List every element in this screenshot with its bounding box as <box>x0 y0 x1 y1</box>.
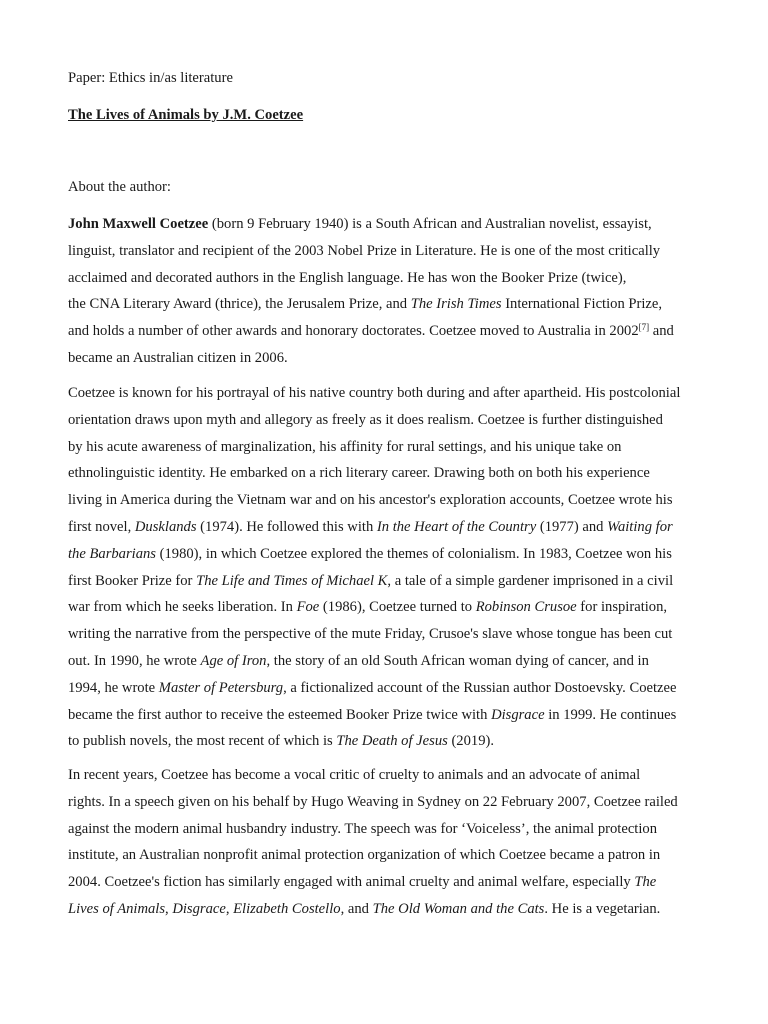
author-paragraph-2 <box>68 380 704 755</box>
text-run: , a tale of a simple gardener imprisoned in a civil <box>387 572 674 589</box>
text-line <box>68 675 704 702</box>
italic-title: In the Heart of the Country <box>376 518 537 535</box>
text-line: ethnolinguistic identity. He embarked on a rich literary career. Drawing both on both his experience <box>68 465 650 482</box>
text-line: living in America during the Vietnam war and on his ancestor's exploration accounts, Coetzee wrote his <box>68 492 673 509</box>
italic-title: Age of Iron <box>200 652 267 669</box>
italic-title: Lives of Animals <box>68 900 166 917</box>
italic-title: Dusklands <box>134 518 197 535</box>
text-line: In recent years, Coetzee has become a vocal critic of cruelty to animals and an advocate of animal <box>68 767 641 783</box>
text-run: , and <box>340 900 373 917</box>
text-run: 2004. Coetzee's fiction has similarly engaged with animal cruelty and animal welfare, especially <box>68 874 635 891</box>
text-line: Coetzee is known for his portrayal of his native country both during and after apartheid. His postcolonial <box>68 385 681 401</box>
italic-title: Foe <box>296 599 320 616</box>
italic-title: The <box>634 874 657 891</box>
italic-title: Robinson Crusoe <box>475 599 577 616</box>
text-run: war from which he seeks liberation. In <box>68 599 297 616</box>
text-line <box>68 869 704 896</box>
italic-title: The Death of Jesus <box>336 733 448 750</box>
text-line: institute, an Australian nonprofit animal protection organization of which Coetzee became a patron in <box>68 847 661 864</box>
author-paragraph-1 <box>68 211 704 372</box>
text-run: in 1999. He continues <box>544 706 677 723</box>
text-line: writing the narrative from the perspective of the mute Friday, Crusoe's slave whose tongue has been cut <box>68 626 673 643</box>
italic-title: the Barbarians <box>68 545 156 562</box>
text-line <box>68 514 704 541</box>
text-line <box>68 318 704 345</box>
text-run: first novel, <box>68 518 135 535</box>
text-line <box>68 291 704 318</box>
text-line <box>68 896 704 923</box>
italic-title: Elizabeth Costello <box>233 900 341 917</box>
text-line <box>68 211 704 238</box>
text-run: (2019). <box>447 733 495 750</box>
text-line: linguist, translator and recipient of the 2003 Nobel Prize in Literature. He is one of the most critically <box>68 242 661 259</box>
author-name: John Maxwell Coetzee <box>68 216 209 232</box>
italic-title: The Life and Times of Michael K <box>196 572 388 589</box>
text-run: to publish novels, the most recent of which is <box>68 733 337 750</box>
text-run: became the first author to receive the esteemed Booker Prize twice with <box>68 706 492 723</box>
text-run: (1986), Coetzee turned to <box>319 599 476 616</box>
text-line: orientation draws upon myth and allegory as freely as it does realism. Coetzee is further distinguished <box>68 411 663 428</box>
text-line: acclaimed and decorated authors in the English language. He has won the Booker Prize (twice), <box>68 269 627 286</box>
text-line <box>68 568 704 595</box>
section-heading: About the author: <box>68 179 171 195</box>
text-line <box>68 728 704 755</box>
text-line: became an Australian citizen in 2006. <box>68 349 288 366</box>
text-run: . He is a vegetarian. <box>544 900 661 917</box>
text-run: and holds a number of other awards and honorary doctorates. Coetzee moved to Australia in 2002 <box>68 323 639 340</box>
text-line <box>68 594 704 621</box>
author-paragraph-3 <box>68 762 704 923</box>
text-run: the CNA Literary Award (thrice), the Jerusalem Prize, and <box>68 296 411 313</box>
text-run: (1980), in which Coetzee explored the themes of colonialism. In 1983, Coetzee won his <box>155 545 672 562</box>
text-run: out. In 1990, he wrote <box>68 652 201 669</box>
text-line <box>68 541 704 568</box>
text-run: (1974). He followed this with <box>196 518 377 535</box>
text-run: , a fictionalized account of the Russian author Dostoevsky. Coetzee <box>283 679 677 696</box>
text-run: and <box>649 323 674 340</box>
text-run: , <box>165 900 173 917</box>
italic-title: The Irish Times <box>410 296 502 313</box>
italic-title: Disgrace <box>172 900 226 917</box>
text-line <box>68 648 704 675</box>
text-run: , <box>225 900 234 917</box>
paper-label: Paper: Ethics in/as literature <box>68 70 233 86</box>
text-run: 1994, he wrote <box>68 679 159 696</box>
text-run: for inspiration, <box>576 599 668 616</box>
italic-title: The Old Woman and the Cats <box>372 900 545 917</box>
text-run: , the story of an old South African woman dying of cancer, and in <box>266 652 649 669</box>
text-run: (1977) and <box>536 518 608 535</box>
text-line: rights. In a speech given on his behalf by Hugo Weaving in Sydney on 22 February 2007, Coetzee railed <box>68 793 678 810</box>
text-line <box>68 702 704 729</box>
italic-title: Waiting for <box>607 518 673 535</box>
text-run: International Fiction Prize, <box>501 296 663 313</box>
italic-title: Disgrace <box>491 706 545 723</box>
text-line: against the modern animal husbandry industry. The speech was for ‘Voiceless’, the animal protection <box>68 820 657 837</box>
text-run: (born 9 February 1940) is a South African and Australian novelist, essayist, <box>208 216 652 232</box>
text-line: by his acute awareness of marginalization, his affinity for rural settings, and his unique take on <box>68 438 622 455</box>
italic-title: Master of Petersburg <box>158 679 284 696</box>
footnote-reference[interactable]: [7] <box>638 322 650 333</box>
document-title: The Lives of Animals by J.M. Coetzee <box>68 107 304 123</box>
text-run: first Booker Prize for <box>68 572 197 589</box>
